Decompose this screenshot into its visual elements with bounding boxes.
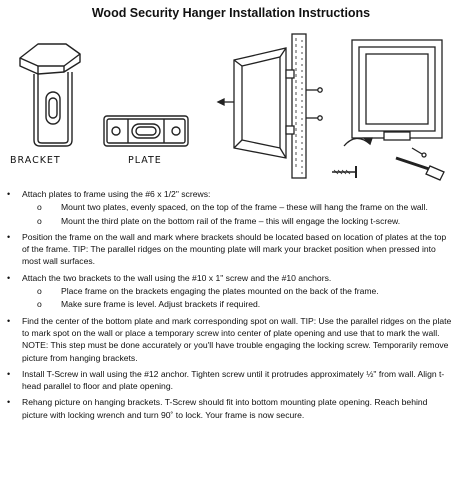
instruction-substep [0, 215, 462, 227]
sub-bullet-marker: o [37, 202, 42, 213]
instruction-step-text: Attach plates to frame using the #6 x 1/2" screws: [22, 189, 211, 199]
plate-label: PLATE [128, 155, 162, 166]
instruction-step-text: Rehang picture on hanging brackets. T-Screw should fit into bottom mounting plate opening. Reach behind picture with locking wrench and turn 90˚ to lock. Your frame is now secure. [22, 397, 428, 420]
instruction-substep-text: Place frame on the brackets engaging the plates mounted on the back of the frame. [61, 286, 379, 297]
instruction-step-text: Attach the two brackets to the wall using the #10 x 1" screw and the #10 anchors. [22, 272, 332, 283]
plate-illustration [98, 110, 196, 154]
bullet-marker: • [7, 272, 11, 283]
instruction-substep [0, 298, 462, 310]
bullet-marker: • [7, 315, 11, 326]
frame-on-wall-illustration [214, 30, 326, 182]
instruction-substep-text: Make sure frame is level. Adjust brackets if required. [61, 299, 261, 310]
sub-bullet-marker: o [37, 215, 42, 226]
instruction-step-text: Position the frame on the wall and mark where brackets should be located based on location of plates at the top of the frame. TIP: The parallel ridges on the mounting plate will mark your bracket position when pressed into most wall surfaces. [22, 231, 447, 267]
bracket-label: BRACKET [10, 155, 61, 166]
instruction-step-text: Install T-Screw in wall using the #12 anchor. Tighten screw until it protrudes approximately ½" from wall. Align t-head parallel to floor and plate opening. [22, 368, 445, 392]
instruction-step [0, 368, 462, 393]
instruction-step [0, 231, 462, 268]
instruction-step [0, 272, 462, 311]
sub-bullet-marker: o [37, 286, 42, 297]
bullet-marker: • [7, 397, 11, 408]
instruction-step [0, 396, 462, 421]
instruction-substep [0, 285, 462, 297]
bullet-marker: • [7, 189, 11, 199]
bracket-illustration [8, 36, 98, 154]
bullet-marker: • [7, 231, 11, 242]
instruction-substep-text: Mount the third plate on the bottom rail of the frame – this will engage the locking t-screw. [61, 215, 401, 226]
instructions-list [0, 188, 462, 421]
bullet-marker: • [7, 368, 11, 379]
instruction-step-text: Find the center of the bottom plate and mark corresponding spot on wall. TIP: Use the parallel ridges on the plate to mark spot on the wall or place a temporary screw into center of plate opening and use that to mark the wall. NOTE: This step must be done accurately or you'll have trouble engaging the locking screw. Temporarily remove picture from hanging brackets. [22, 315, 452, 363]
frame-with-wrench-illustration [326, 34, 456, 182]
instruction-step [0, 188, 462, 227]
instruction-substep [0, 201, 462, 213]
page-title: Wood Security Hanger Installation Instructions [91, 6, 371, 20]
instruction-step [0, 315, 462, 364]
sub-bullet-marker: o [37, 299, 42, 310]
instruction-substep-text: Mount two plates, evenly spaced, on the top of the frame – these will hang the frame on the wall. [61, 202, 428, 213]
